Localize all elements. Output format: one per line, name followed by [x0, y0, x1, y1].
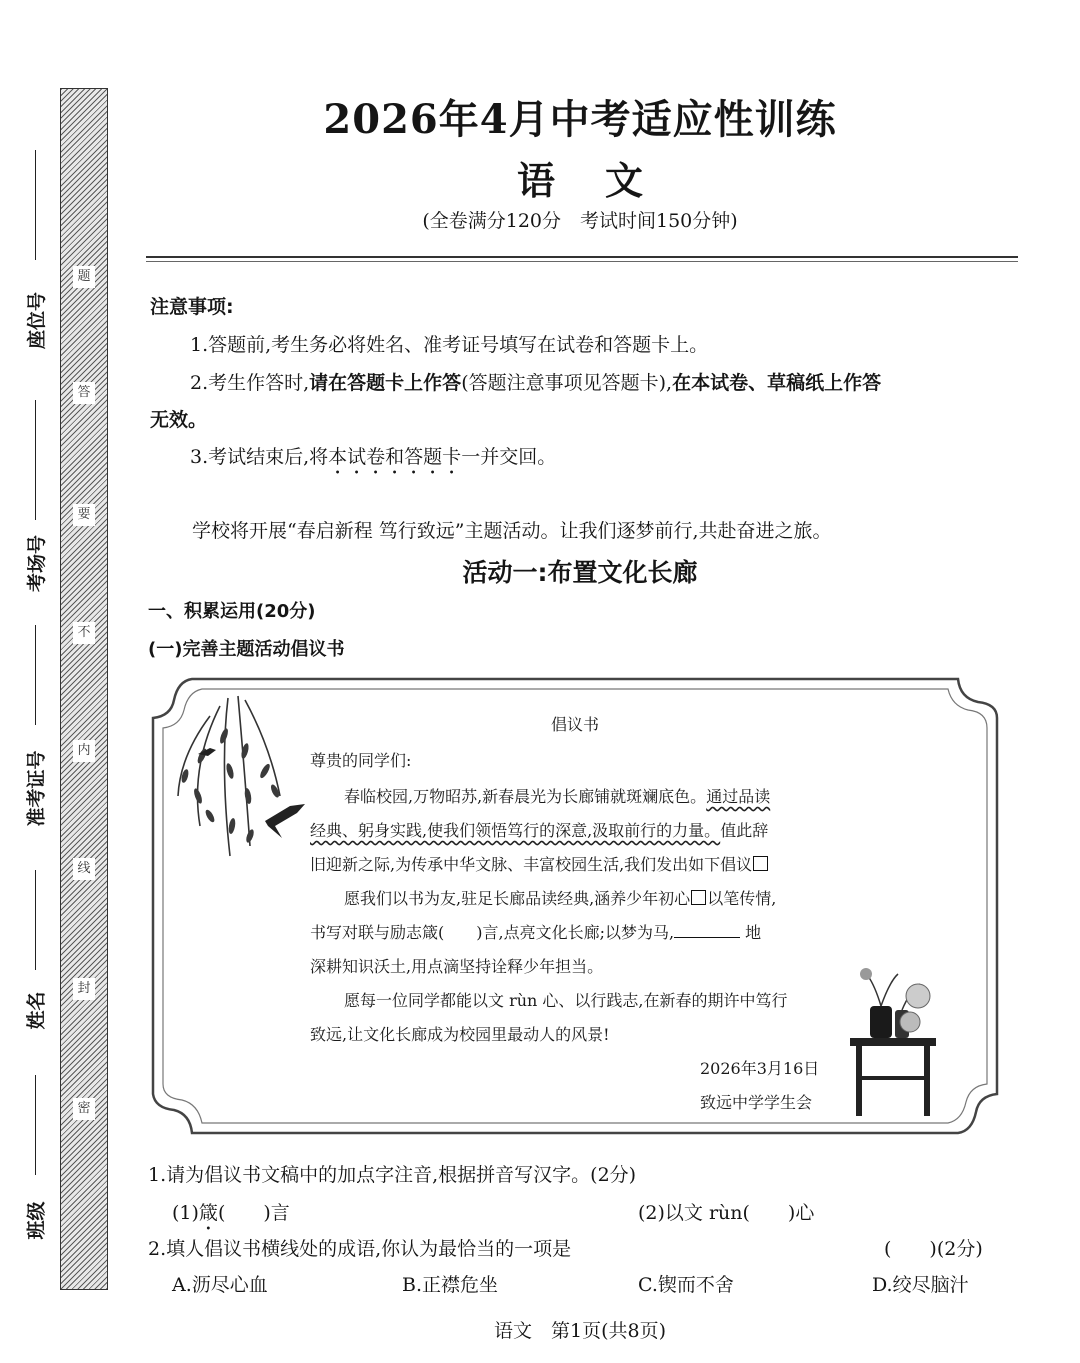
- letter-signer: 致远中学学生会: [700, 1093, 813, 1112]
- exam-room-label: 考场号: [25, 534, 48, 592]
- notice-item-continued: 无效。: [150, 409, 208, 431]
- notice-item: 1.答题前,考生务必将姓名、准考证号填写在试卷和答题卡上。: [190, 334, 709, 356]
- letter-line: 致远,让文化长廊成为校园里最动人的风景!: [310, 1025, 610, 1044]
- letter-line: 旧迎新之际,为传承中华文脉、丰富校园生活,我们发出如下倡议: [310, 852, 769, 875]
- notice-item: 2.考生作答时,请在答题卡上作答(答题注意事项见答题卡),在本试卷、草稿纸上作答: [190, 372, 882, 394]
- name-label: 姓名: [25, 990, 48, 1030]
- divider: [146, 256, 1018, 258]
- strip-char: 封: [73, 978, 95, 1000]
- page-footer: 语文 第1页(共8页): [493, 1320, 666, 1342]
- strip-char: 密: [73, 1098, 95, 1120]
- letter-date: 2026年3月16日: [700, 1059, 820, 1078]
- letter-greeting: 尊贵的同学们:: [310, 751, 412, 770]
- q1-part1: (1)箴( )言: [172, 1202, 290, 1224]
- seat-number-label: 座位号: [25, 291, 48, 349]
- option-b: B.正襟危坐: [402, 1274, 499, 1296]
- admission-number-label: 准考证号: [25, 749, 48, 827]
- strip-char: 内: [73, 740, 95, 762]
- letter-line: 愿每一位同学都能以文 rùn 心、以行践志,在新春的期许中笃行: [344, 991, 788, 1010]
- letter-title: 倡议书: [550, 715, 599, 734]
- section-heading: 一、积累运用(20分): [148, 601, 316, 622]
- question-2: 2.填人倡议书横线处的成语,你认为最恰当的一项是: [148, 1238, 572, 1260]
- option-a: A.沥尽心血: [172, 1274, 268, 1296]
- blank-line: [35, 625, 36, 725]
- option-d: D.绞尽脑汁: [872, 1274, 969, 1296]
- notice-item: 3.考试结束后,将本试卷和答题卡一并交回。: [190, 446, 557, 468]
- letter-line: 春临校园,万物昭苏,新春晨光为长廊铺就斑斓底色。通过品读: [344, 787, 771, 806]
- exam-info: (全卷满分120分 考试时间150分钟): [422, 210, 738, 232]
- fill-blank: [674, 923, 740, 938]
- strip-char: 不: [73, 622, 95, 644]
- blank-line: [35, 150, 36, 260]
- letter-line: 书写对联与励志箴( )言,点亮文化长廊;以梦为马, 地: [310, 923, 762, 942]
- letter-line: 经典、躬身实践,使我们领悟笃行的深意,汲取前行的力量。值此辞: [310, 821, 769, 840]
- letter-line: 深耕知识沃土,用点滴坚持诠释少年担当。: [310, 957, 604, 976]
- intro-text: 学校将开展“春启新程 笃行致远”主题活动。让我们逐梦前行,共赴奋进之旅。: [192, 520, 832, 542]
- strip-char: 线: [73, 858, 95, 880]
- activity-title: 活动一:布置文化长廊: [462, 558, 698, 587]
- blank-square: [691, 890, 706, 905]
- q2-answer-bracket: ( )(2分): [884, 1238, 983, 1260]
- option-c: C.锲而不舍: [638, 1274, 734, 1296]
- q1-part2: (2)以文 rùn( )心: [638, 1202, 815, 1224]
- blank-line: [35, 870, 36, 970]
- exam-title: 2026年4月中考适应性训练: [323, 96, 837, 143]
- strip-char: 答: [73, 382, 95, 404]
- blank-square: [753, 856, 768, 871]
- notice-heading: 注意事项:: [150, 296, 234, 318]
- subsection-heading: (一)完善主题活动倡议书: [148, 639, 345, 660]
- divider: [146, 261, 1018, 262]
- strip-char: 要: [73, 504, 95, 526]
- subject-title: 语文: [516, 159, 693, 203]
- question-1: 1.请为倡议书文稿中的加点字注音,根据拼音写汉字。(2分): [148, 1164, 637, 1186]
- blank-line: [35, 1075, 36, 1175]
- letter-line: 愿我们以书为友,驻足长廊品读经典,涵养少年初心 以笔传情,: [344, 889, 777, 908]
- strip-char: 题: [73, 266, 95, 288]
- class-label: 班级: [25, 1200, 48, 1240]
- blank-line: [35, 400, 36, 520]
